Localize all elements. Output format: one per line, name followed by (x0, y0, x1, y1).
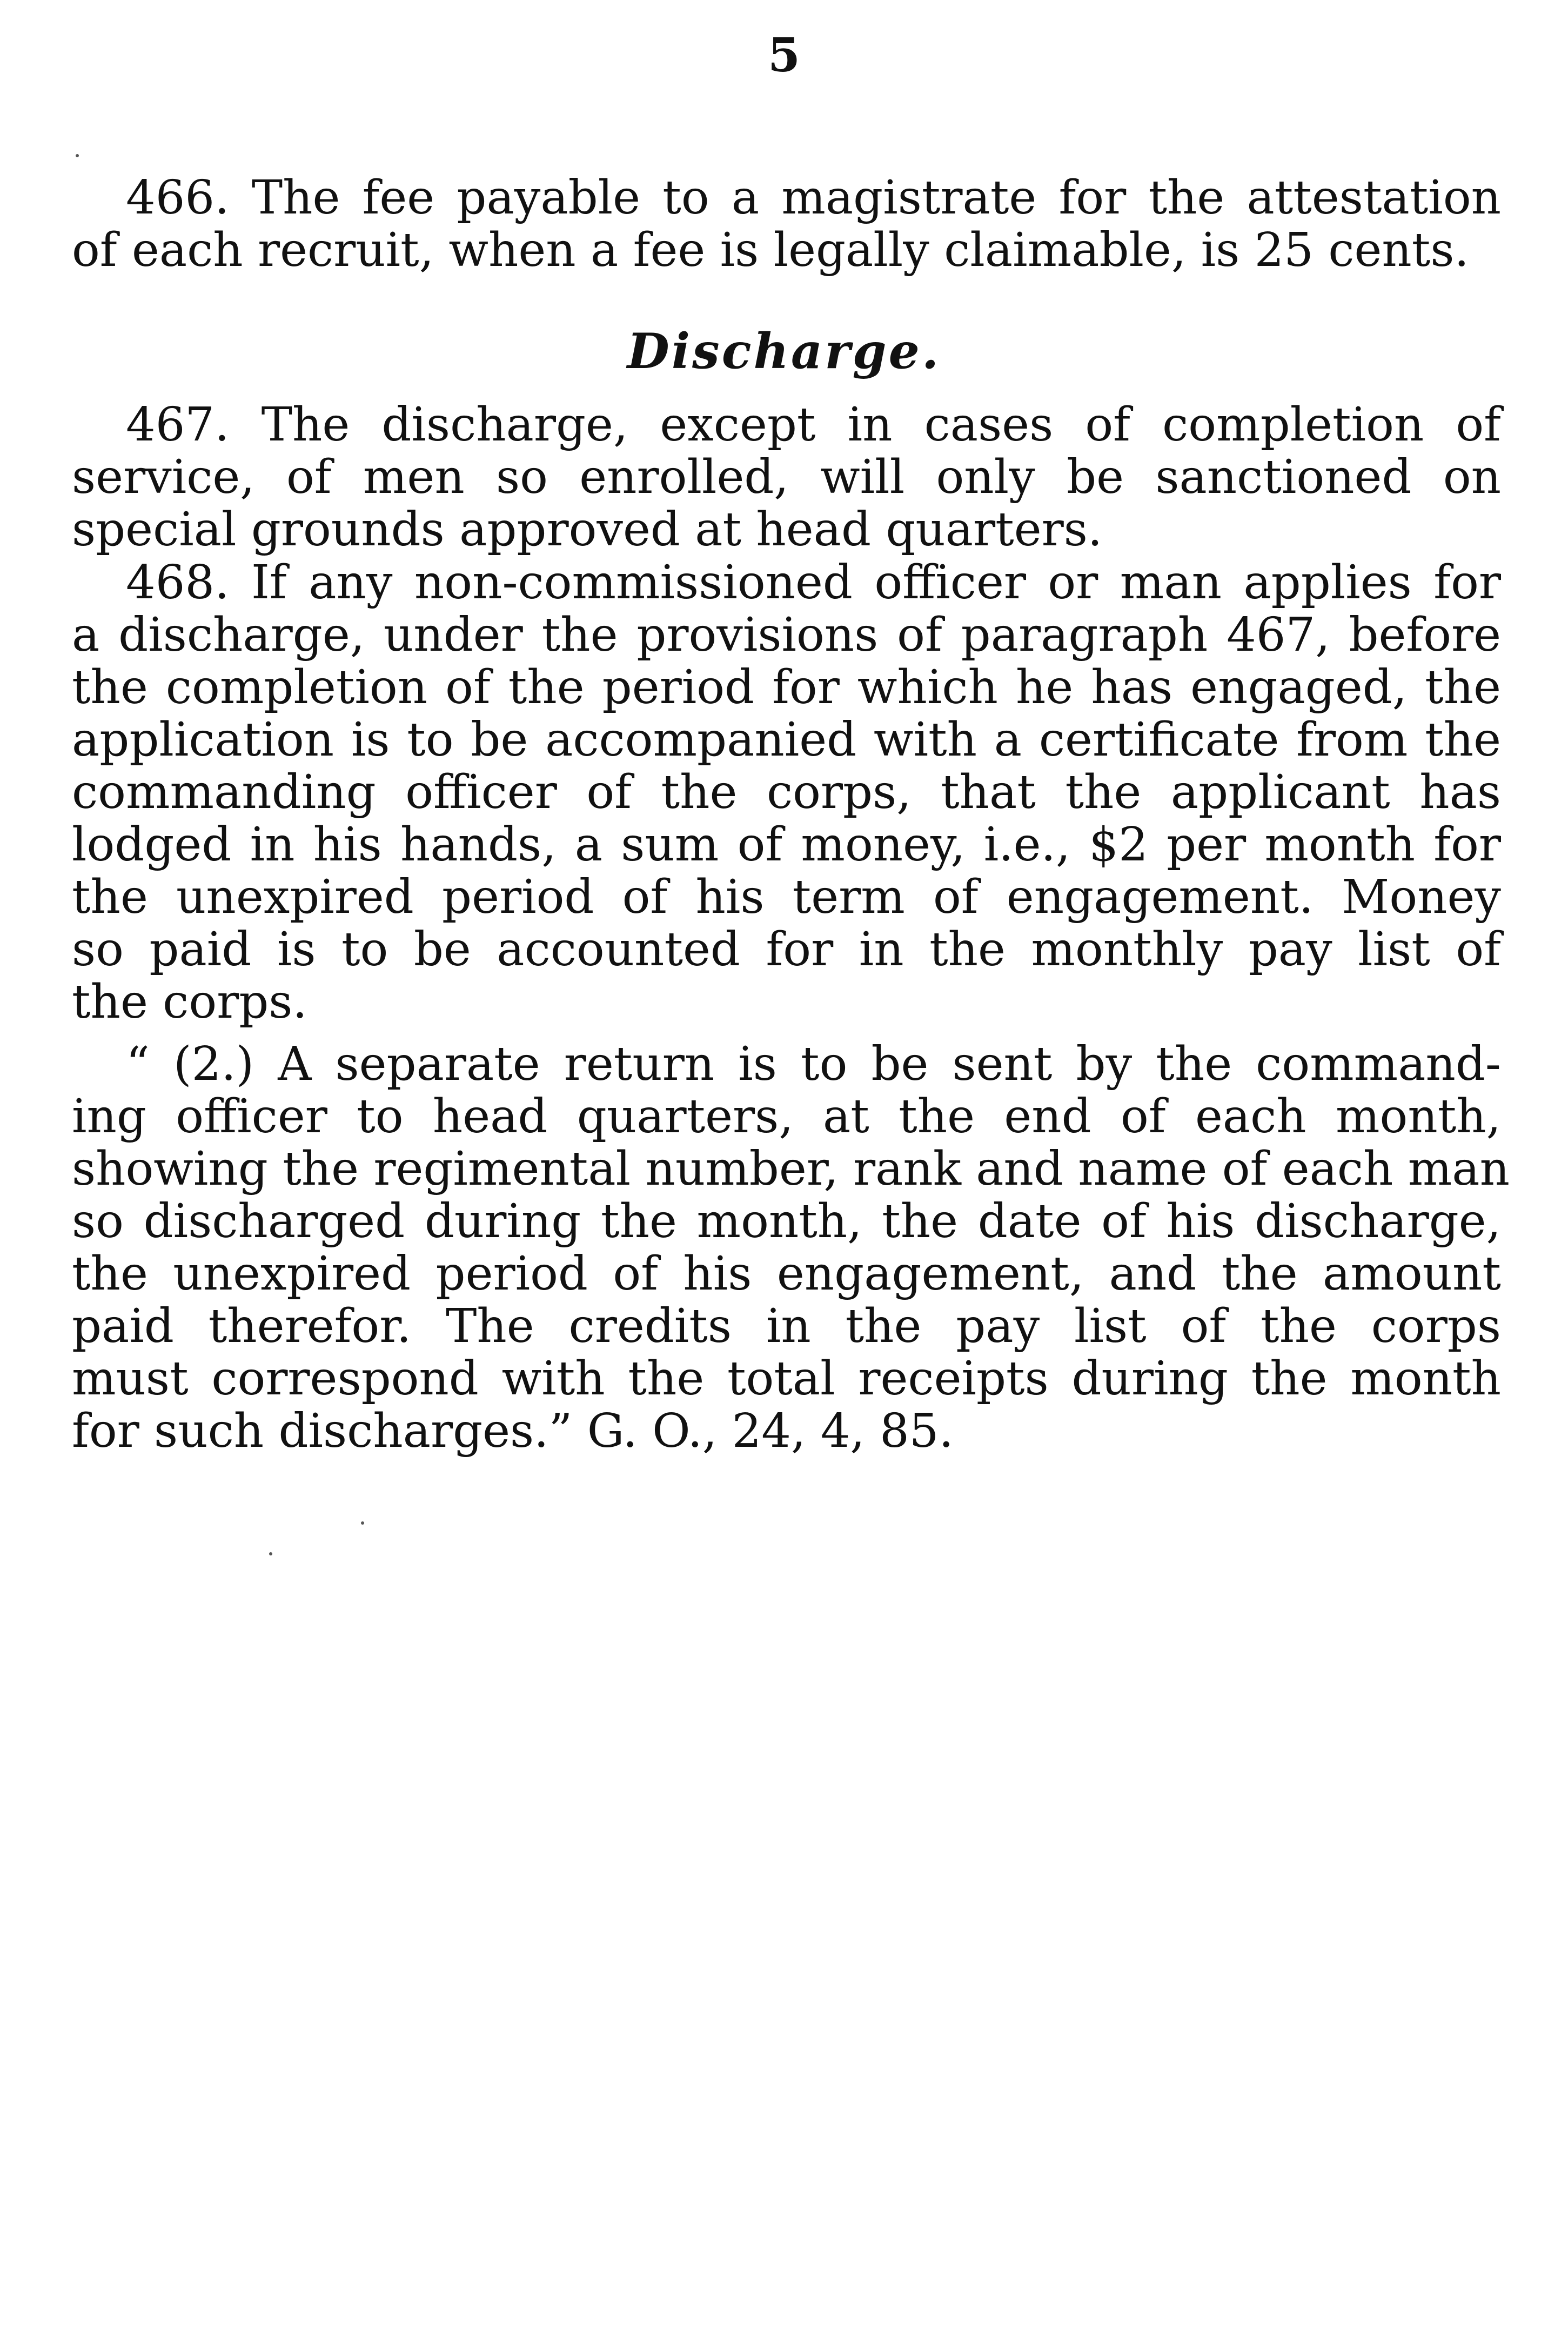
paragraph-line: 467. The discharge, except in cases of completion of (126, 398, 1501, 452)
paragraph-line: ing officer to head quarters, at the end of each month, (72, 1090, 1501, 1144)
paragraph-line: the corps. (72, 975, 307, 1029)
paragraph-468-2 (72, 1037, 1510, 1458)
paragraph-line: lodged in his hands, a sum of money, i.e., $2 per month for (72, 818, 1501, 872)
paragraph-468 (72, 557, 1501, 1028)
speck-mark (269, 1552, 272, 1555)
paragraph-line: so discharged during the month, the date of his discharge, (72, 1194, 1501, 1248)
paragraph-line: “ (2.) A separate return is to be sent by the command- (126, 1037, 1501, 1091)
paragraph-line: showing the regimental number, rank and name of each man (72, 1142, 1510, 1196)
paragraph-line: 468. If any non-commissioned officer or man applies for (126, 556, 1501, 610)
paragraph-line: the completion of the period for which he has engaged, the (72, 660, 1501, 714)
section-heading: Discharge. (627, 323, 941, 380)
paragraph-line: of each recruit, when a fee is legally claimable, is 25 cents. (72, 223, 1469, 277)
paragraph-467 (72, 399, 1501, 556)
paragraph-line: service, of men so enrolled, will only be sanctioned on (72, 450, 1501, 504)
paragraph-line: paid therefor. The credits in the pay list of the corps (72, 1299, 1501, 1353)
paragraph-466 (72, 172, 1501, 277)
paragraph-line: a discharge, under the provisions of paragraph 467, before (72, 608, 1501, 662)
paragraph-line: the unexpired period of his engagement, and the amount (72, 1247, 1501, 1301)
paragraph-line: commanding officer of the corps, that the applicant has (72, 765, 1501, 819)
paragraph-line: the unexpired period of his term of engagement. Money (72, 870, 1501, 924)
paragraph-line: application is to be accompanied with a certificate from the (72, 713, 1501, 767)
paragraph-line: so paid is to be accounted for in the monthly pay list of (72, 923, 1501, 977)
page-number: 5 (768, 28, 800, 83)
speck-mark (361, 1521, 364, 1525)
paragraph-line: special grounds approved at head quarters. (72, 503, 1103, 557)
paragraph-line: must correspond with the total receipts during the month (72, 1352, 1501, 1406)
paragraph-line: for such discharges.” G. O., 24, 4, 85. (72, 1404, 954, 1458)
speck-mark (76, 154, 79, 157)
paragraph-line: 466. The fee payable to a magistrate for the attestation (126, 171, 1501, 225)
